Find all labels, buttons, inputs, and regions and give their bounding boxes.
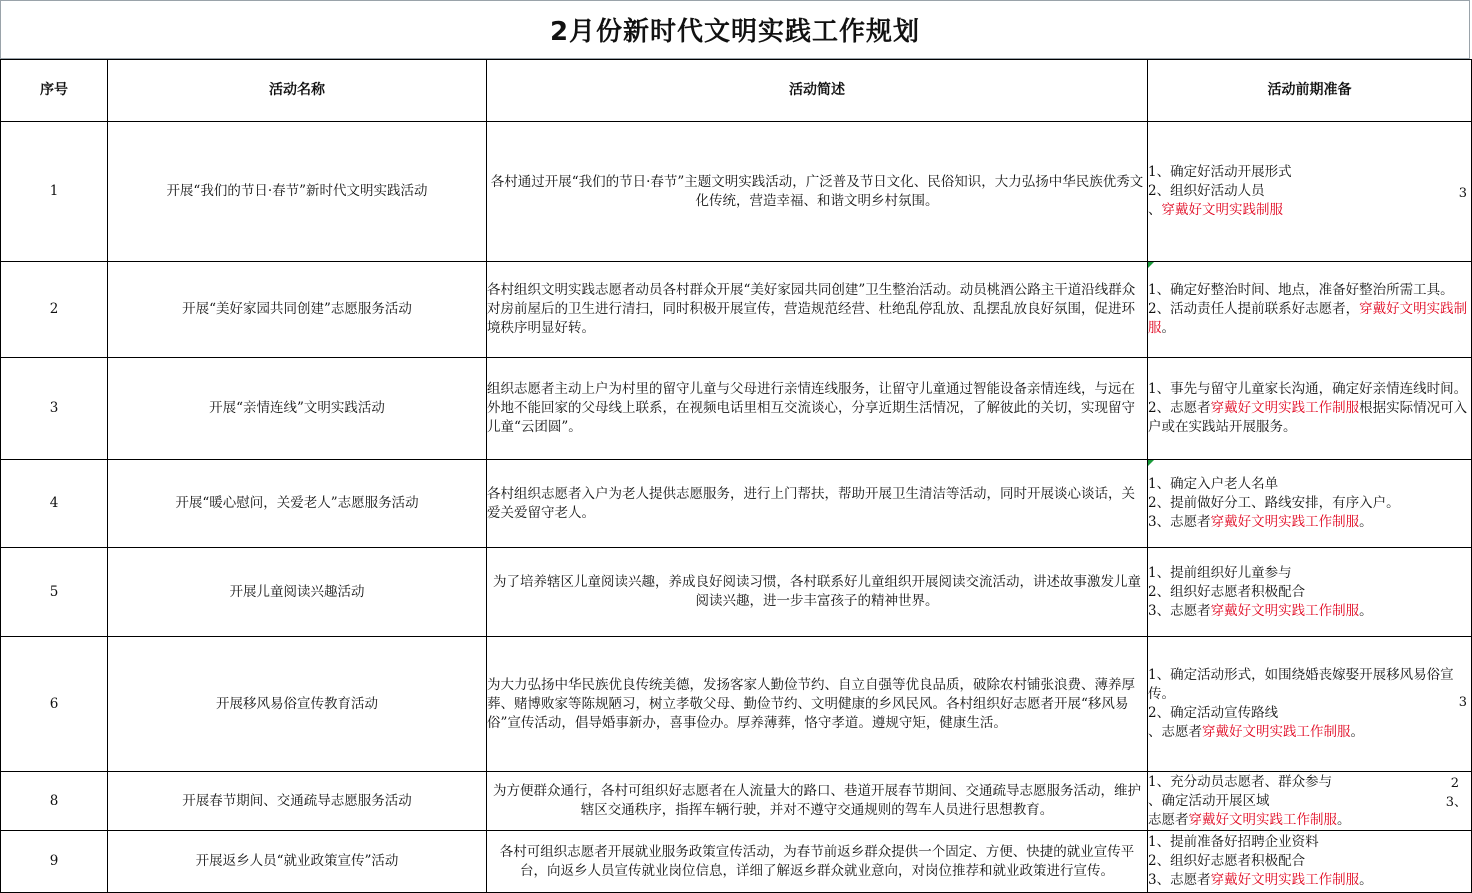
activity-prep: [1148, 358, 1472, 460]
table-row: [1, 772, 1472, 831]
prep-prefix: 2、志愿者: [1148, 400, 1211, 416]
prep-suffix: 根据实际情况可入户或在实践站开展服务。: [1148, 400, 1468, 435]
activity-name: 开展“亲情连线”文明实践活动: [108, 358, 487, 460]
row-number: 1: [1, 122, 108, 262]
prep-line: 1、确定活动形式，如围绕婚丧嫁娶开展移风易俗宣传。: [1148, 667, 1454, 702]
side-number: 3、: [1445, 795, 1467, 810]
activity-desc: 各村通过开展“我们的节日·春节”主题文明实践活动，广泛普及节日文化、民俗知识，大力弘扬中华民族优秀文化传统，营造幸福、和谐文明乡村氛围。: [487, 122, 1148, 262]
row-number: 2: [1, 262, 108, 358]
table-row: [1, 122, 1472, 262]
activity-name: 开展“暖心慰问，关爱老人”志愿服务活动: [108, 460, 487, 548]
prep-line: 2、组织好志愿者积极配合: [1148, 583, 1306, 600]
activity-prep: [1148, 460, 1472, 548]
row-number: 6: [1, 637, 108, 772]
header-no: 序号: [1, 60, 108, 122]
prep-suffix: 。: [1359, 872, 1373, 888]
activity-name: 开展返乡人员“就业政策宣传”活动: [108, 831, 487, 893]
table-row: [1, 548, 1472, 637]
uniform-note: 穿戴好文明实践制服: [1148, 301, 1468, 336]
prep-line: [1148, 602, 1471, 621]
header-desc: 活动简述: [487, 60, 1148, 122]
table-row: [1, 637, 1472, 772]
side-number: 3: [1458, 186, 1467, 201]
prep-suffix: 。: [1359, 602, 1373, 619]
prep-line: [1148, 201, 1471, 220]
prep-line: 1、充分动员志愿者、群众参与: [1148, 773, 1333, 790]
activity-name: 开展移风易俗宣传教育活动: [108, 637, 487, 772]
activity-name: 开展“我们的节日·春节”新时代文明实践活动: [108, 122, 487, 262]
activity-prep: [1148, 772, 1472, 831]
prep-prefix: 、志愿者: [1148, 724, 1202, 740]
row-number: 3: [1, 358, 108, 460]
table-row: [1, 358, 1472, 460]
row-number: 4: [1, 460, 108, 548]
prep-line: 1、确定入户老人名单: [1148, 476, 1279, 492]
activity-desc: 为了培养辖区儿童阅读兴趣，养成良好阅读习惯，各村联系好儿童组织开展阅读交流活动，讲述故事激发儿童阅读兴趣，进一步丰富孩子的精神世界。: [487, 548, 1148, 637]
plan-table: [0, 59, 1472, 893]
uniform-note: 穿戴好文明实践工作制服: [1202, 724, 1351, 740]
prep-prefix: 3、志愿者: [1148, 602, 1211, 619]
uniform-note: 穿戴好文明实践工作制服: [1210, 872, 1360, 888]
activity-desc: 各村组织志愿者入户为老人提供志愿服务，进行上门帮扶，帮助开展卫生清洁等活动，同时开展谈心谈话，关爱关爱留守老人。: [487, 460, 1148, 548]
page-title: 2月份新时代文明实践工作规划: [0, 0, 1470, 59]
uniform-note: 穿戴好文明实践工作制服: [1188, 811, 1337, 828]
prep-line: 1、提前准备好招聘企业资料: [1148, 834, 1319, 850]
prep-prefix: 、: [1148, 202, 1162, 218]
uniform-note: 穿戴好文明实践制服: [1161, 202, 1283, 218]
activity-prep: [1148, 262, 1472, 358]
activity-prep: [1148, 548, 1472, 637]
activity-name: 开展春节期间、交通疏导志愿服务活动: [108, 772, 487, 831]
prep-line: 1、确定好活动开展形式: [1148, 164, 1292, 180]
table-row: [1, 831, 1472, 893]
prep-suffix: 。: [1359, 514, 1373, 530]
activity-name: 开展“美好家园共同创建”志愿服务活动: [108, 262, 487, 358]
prep-line: [1148, 871, 1471, 890]
activity-desc: 组织志愿者主动上户为村里的留守儿童与父母进行亲情连线服务，让留守儿童通过智能设备亲情连线，与远在外地不能回家的父母线上联系，在视频电话里相互交流谈心，分享近期生活情况，了解彼此的关切，实现留守儿童“云团圆”。: [487, 358, 1148, 460]
prep-prefix: 2、活动责任人提前联系好志愿者，: [1148, 301, 1360, 317]
prep-line: 2、组织好活动人员: [1148, 183, 1265, 199]
table-row: [1, 460, 1472, 548]
activity-desc: 为大力弘扬中华民族优良传统美德，发扬客家人勤俭节约、自立自强等优良品质，破除农村铺张浪费、薄养厚葬、赌博败家等陈规陋习，树立孝敬父母、勤俭节约、文明健康的乡风民风。各村组织好志愿者开展“移风易俗”宣传活动，倡导婚事新办，喜事俭办。厚养薄葬，恪守孝道。遵规守矩，健康生活。: [487, 637, 1148, 772]
cell-marker: [1148, 460, 1154, 466]
uniform-note: 穿戴好文明实践工作制服: [1210, 400, 1360, 416]
prep-line: 2、组织好志愿者积极配合: [1148, 853, 1306, 869]
side-number: 2: [1450, 776, 1459, 791]
prep-line: [1148, 811, 1471, 830]
activity-prep: [1148, 122, 1472, 262]
row-number: 8: [1, 772, 108, 831]
activity-name: 开展儿童阅读兴趣活动: [108, 548, 487, 637]
activity-prep: [1148, 831, 1472, 893]
uniform-note: 穿戴好文明实践工作制服: [1210, 514, 1360, 530]
header-name: 活动名称: [108, 60, 487, 122]
prep-prefix: 志愿者: [1148, 811, 1189, 828]
prep-line: 1、确定好整治时间、地点，准备好整治所需工具。: [1148, 282, 1454, 298]
side-number: 3: [1458, 695, 1467, 710]
row-number: 5: [1, 548, 108, 637]
uniform-note: 穿戴好文明实践工作制服: [1210, 602, 1360, 619]
header-row: [1, 60, 1472, 122]
prep-prefix: 3、志愿者: [1148, 872, 1211, 888]
prep-line: 2、提前做好分工、路线安排，有序入户。: [1148, 495, 1400, 511]
activity-prep: [1148, 637, 1472, 772]
prep-line: 、确定活动开展区域: [1148, 792, 1270, 809]
table-row: [1, 262, 1472, 358]
prep-prefix: 3、志愿者: [1148, 514, 1211, 530]
prep-line: [1148, 513, 1471, 532]
activity-desc: 为方便群众通行，各村可组织好志愿者在人流量大的路口、巷道开展春节期间、交通疏导志愿服务活动，维护辖区交通秩序，指挥车辆行驶，并对不遵守交通规则的驾车人员进行思想教育。: [487, 772, 1148, 831]
prep-line: 1、提前组织好儿童参与: [1148, 564, 1292, 581]
prep-suffix: 。: [1350, 724, 1364, 740]
cell-marker: [1148, 262, 1154, 268]
activity-desc: 各村组织文明实践志愿者动员各村群众开展“美好家园共同创建”卫生整治活动。动员桃酒公路主干道沿线群众对房前屋后的卫生进行清扫，同时积极开展宣传，营造规范经营、杜绝乱停乱放、乱摆乱放良好氛围，促进环境秩序明显好转。: [487, 262, 1148, 358]
header-prep: 活动前期准备: [1148, 60, 1472, 122]
row-number: 9: [1, 831, 108, 893]
prep-line: 2、确定活动宣传路线: [1148, 705, 1279, 721]
activity-desc: 各村可组织志愿者开展就业服务政策宣传活动，为春节前返乡群众提供一个固定、方便、快捷的就业宣传平台，向返乡人员宣传就业岗位信息，详细了解返乡群众就业意向，对岗位推荐和就业政策进行宣传。: [487, 831, 1148, 893]
prep-line: 1、事先与留守儿童家长沟通，确定好亲情连线时间。: [1148, 381, 1468, 397]
prep-suffix: 。: [1161, 320, 1175, 336]
prep-suffix: 。: [1337, 811, 1351, 828]
